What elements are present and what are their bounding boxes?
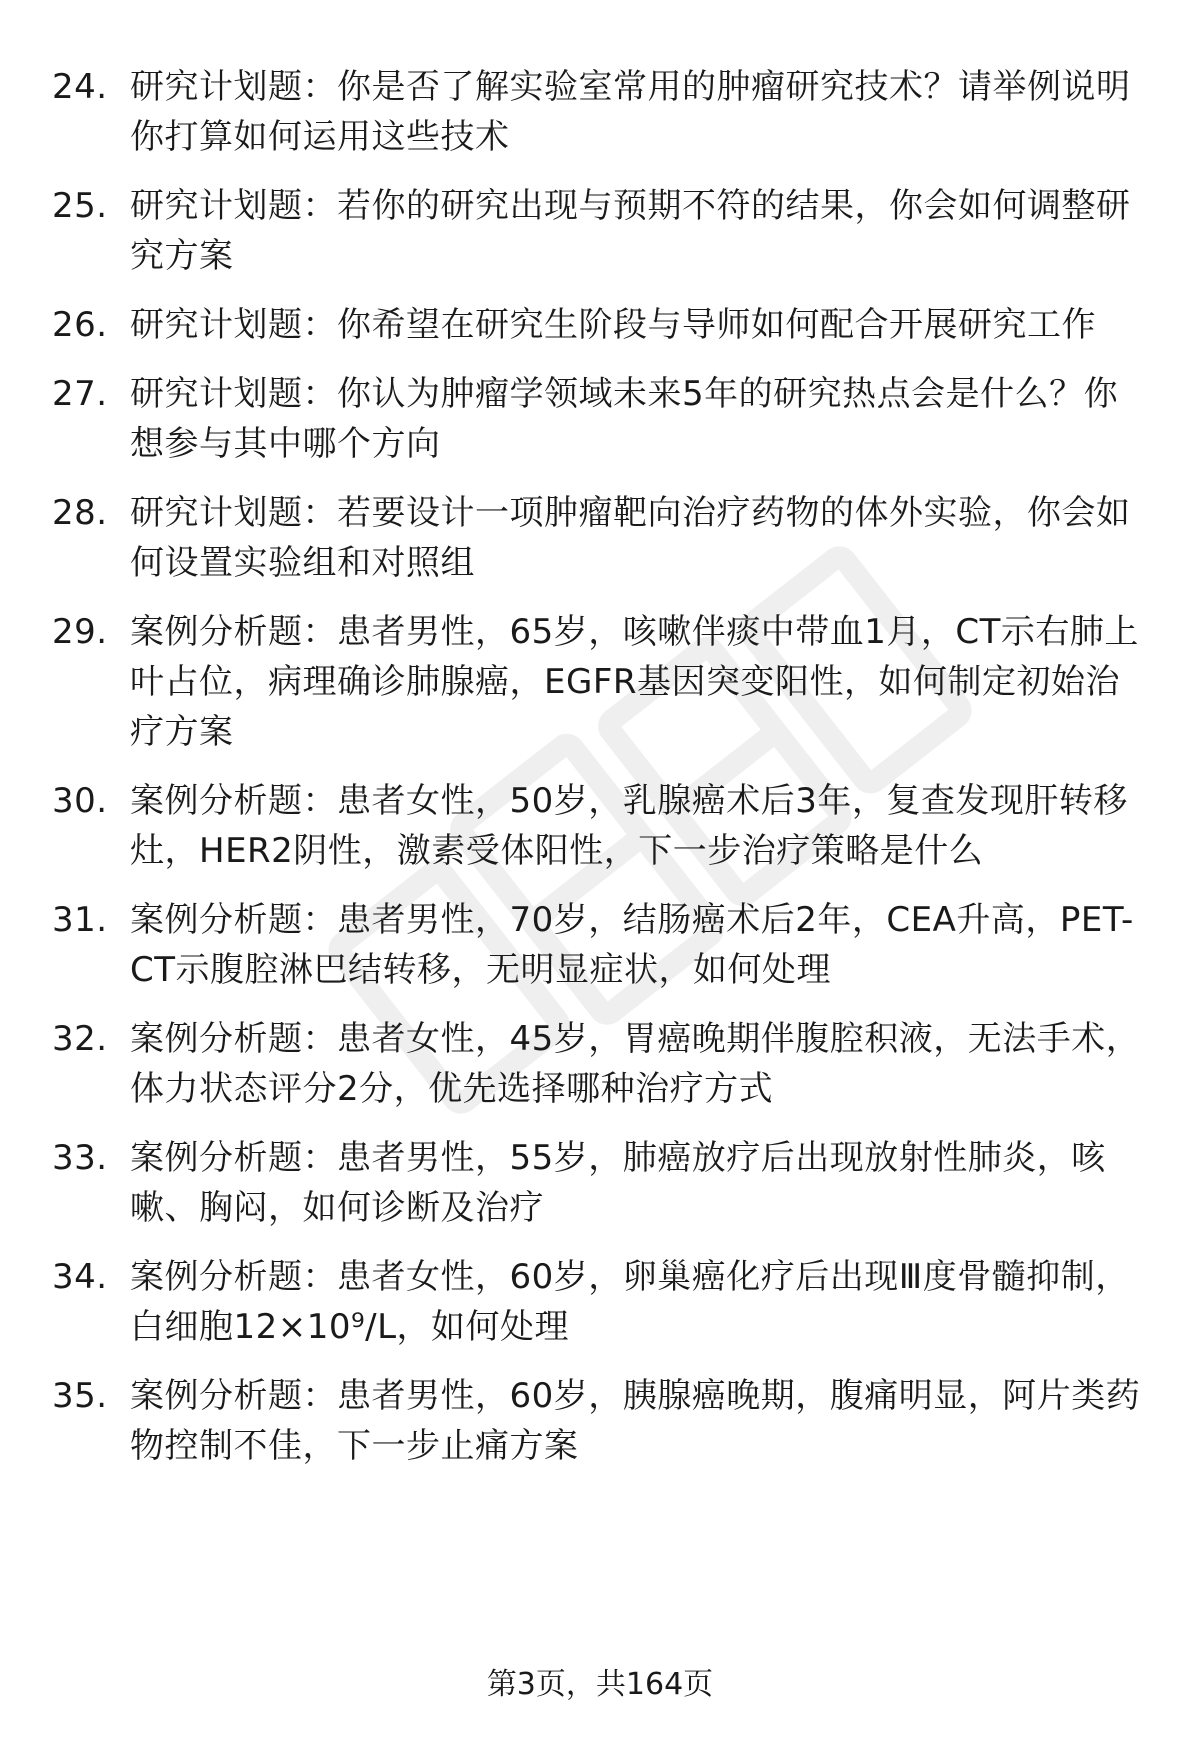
question-item xyxy=(0,1014,1200,1114)
question-number: 30. xyxy=(52,781,108,821)
question-number: 33. xyxy=(52,1138,108,1178)
question-text: 案例分析题：患者男性，60岁，胰腺癌晚期，腹痛明显，阿片类药物控制不佳，下一步止痛方案 xyxy=(130,1376,1141,1466)
question-item xyxy=(0,776,1200,876)
question-item xyxy=(0,607,1200,757)
question-item xyxy=(0,369,1200,469)
question-item xyxy=(0,895,1200,995)
question-number: 27. xyxy=(52,374,108,414)
question-number: 25. xyxy=(52,186,108,226)
question-item xyxy=(0,488,1200,588)
question-list xyxy=(0,62,1200,1490)
question-item xyxy=(0,62,1200,162)
question-number: 28. xyxy=(52,493,108,533)
question-text: 案例分析题：患者男性，65岁，咳嗽伴痰中带血1月，CT示右肺上叶占位，病理确诊肺腺癌，EGFR基因突变阳性，如何制定初始治疗方案 xyxy=(130,612,1139,752)
question-text: 案例分析题：患者男性，70岁，结肠癌术后2年，CEA升高，PET-CT示腹腔淋巴结转移，无明显症状，如何处理 xyxy=(130,900,1134,990)
question-text: 研究计划题：若要设计一项肿瘤靶向治疗药物的体外实验，你会如何设置实验组和对照组 xyxy=(130,493,1131,583)
question-number: 34. xyxy=(52,1257,108,1297)
question-text: 研究计划题：你希望在研究生阶段与导师如何配合开展研究工作 xyxy=(130,305,1096,345)
question-text: 案例分析题：患者男性，55岁，肺癌放疗后出现放射性肺炎，咳嗽、胸闷，如何诊断及治疗 xyxy=(130,1138,1106,1228)
question-item xyxy=(0,181,1200,281)
question-text: 研究计划题：你是否了解实验室常用的肿瘤研究技术？请举例说明你打算如何运用这些技术 xyxy=(130,67,1131,157)
question-item xyxy=(0,1371,1200,1471)
question-item xyxy=(0,1133,1200,1233)
page-footer: 第3页，共164页 xyxy=(486,1667,714,1702)
question-text: 案例分析题：患者女性，60岁，卵巢癌化疗后出现Ⅲ度骨髓抑制，白细胞12×10⁹/L，如何处理 xyxy=(130,1257,1130,1347)
question-number: 35. xyxy=(52,1376,108,1416)
question-number: 24. xyxy=(52,67,108,107)
question-item xyxy=(0,300,1200,350)
question-item xyxy=(0,1252,1200,1352)
question-text: 研究计划题：你认为肿瘤学领域未来5年的研究热点会是什么？你想参与其中哪个方向 xyxy=(130,374,1119,464)
question-text: 案例分析题：患者女性，45岁，胃癌晚期伴腹腔积液，无法手术，体力状态评分2分，优先选择哪种治疗方式 xyxy=(130,1019,1141,1109)
question-number: 31. xyxy=(52,900,108,940)
question-number: 32. xyxy=(52,1019,108,1059)
question-number: 29. xyxy=(52,612,108,652)
question-text: 研究计划题：若你的研究出现与预期不符的结果，你会如何调整研究方案 xyxy=(130,186,1131,276)
question-number: 26. xyxy=(52,305,108,345)
question-text: 案例分析题：患者女性，50岁，乳腺癌术后3年，复查发现肝转移灶，HER2阴性，激素受体阳性，下一步治疗策略是什么 xyxy=(130,781,1128,871)
